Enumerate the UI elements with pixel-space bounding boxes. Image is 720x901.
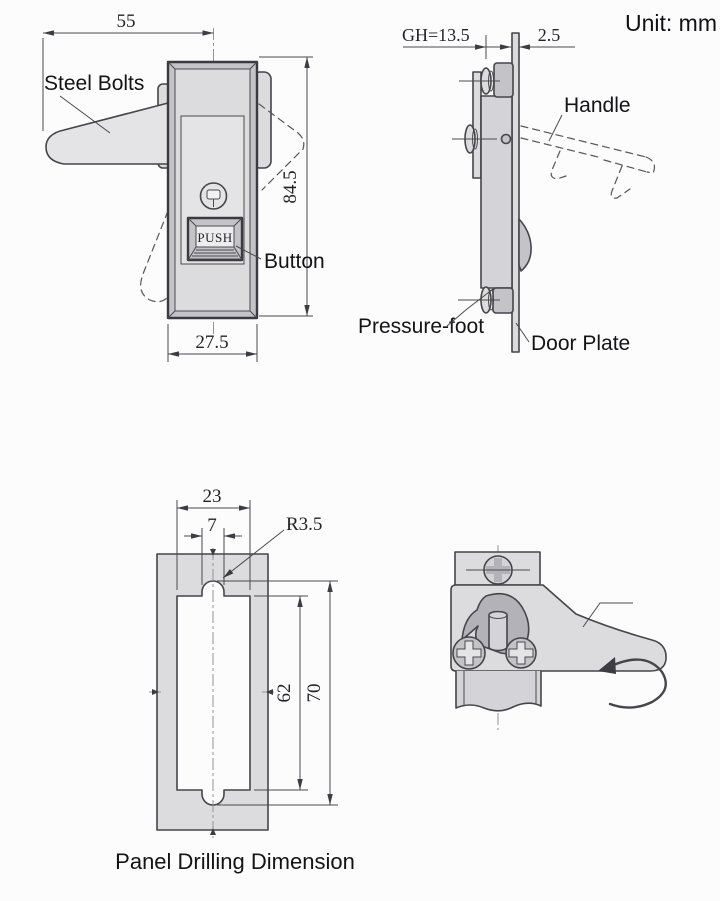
front-view bbox=[43, 11, 325, 362]
dim-55-text: 55 bbox=[116, 11, 136, 32]
dim-2-5-text: 2.5 bbox=[537, 25, 561, 45]
latch-fin-edge bbox=[519, 219, 531, 271]
side-view bbox=[358, 25, 654, 355]
push-button-text: PUSH bbox=[197, 230, 233, 245]
dim-gh bbox=[402, 25, 511, 59]
rotation-detail-view bbox=[451, 545, 666, 730]
steel-bolts-label: Steel Bolts bbox=[44, 72, 145, 95]
door-plate-label: Door Plate bbox=[531, 332, 631, 355]
handle-dashed bbox=[521, 126, 654, 198]
unit-label: Unit: mm bbox=[625, 10, 717, 36]
panel-drilling-view bbox=[115, 486, 355, 874]
dim-62-text: 62 bbox=[274, 683, 295, 703]
dim-23-text: 23 bbox=[202, 486, 222, 507]
handle-label: Handle bbox=[564, 94, 631, 117]
dim-2-5 bbox=[519, 25, 575, 47]
dim-70-text: 70 bbox=[304, 683, 325, 703]
dim-r3-5-text: R3.5 bbox=[286, 514, 323, 535]
steel-bolt-arm bbox=[46, 103, 168, 164]
body-hole bbox=[502, 135, 511, 144]
dim-gh-text: GH=13.5 bbox=[402, 25, 470, 45]
lock-body-side bbox=[481, 96, 512, 288]
dim-84-5-text: 84.5 bbox=[280, 170, 301, 204]
mount-flange bbox=[473, 72, 481, 178]
dim-27-5-text: 27.5 bbox=[195, 332, 229, 353]
panel-cutout bbox=[177, 581, 250, 805]
dim-27-5 bbox=[168, 324, 257, 362]
key-slot bbox=[207, 190, 220, 199]
button-label: Button bbox=[264, 250, 325, 273]
detail-column bbox=[456, 671, 541, 711]
handle-leader bbox=[549, 115, 562, 141]
dim-7-text: 7 bbox=[207, 515, 217, 536]
panel-drilling-title: Panel Drilling Dimension bbox=[115, 849, 355, 874]
top-clamp bbox=[494, 63, 513, 97]
pressure-foot-label: Pressure-foot bbox=[358, 315, 485, 338]
push-button bbox=[188, 218, 242, 260]
